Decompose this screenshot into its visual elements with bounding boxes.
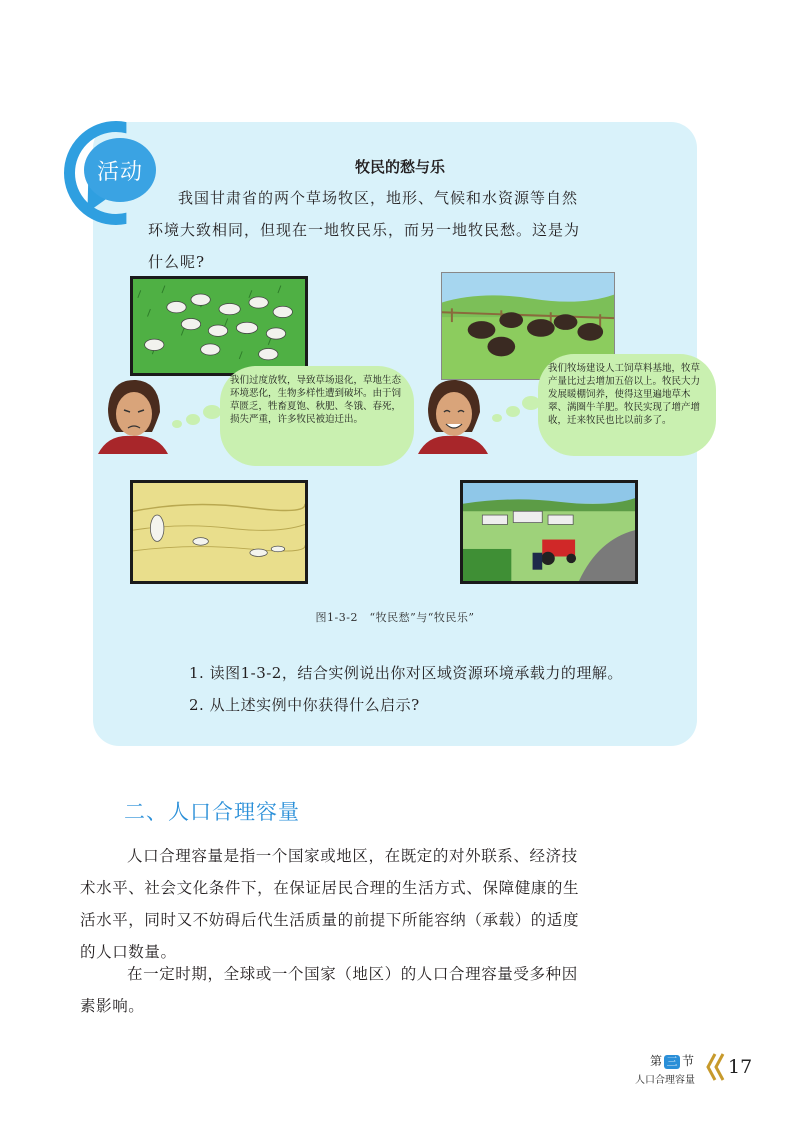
illustration-farm-tractor: [460, 480, 638, 584]
figure-caption: 图1-3-2 “牧民愁”与“牧民乐”: [315, 611, 475, 624]
herder-sad-face: [98, 374, 168, 454]
body-paragraph: 在一定时期，全球或一个国家（地区）的人口合理容量受多种因素影响。: [80, 965, 578, 1015]
footer-section-suffix: 节: [682, 1054, 695, 1068]
activity-badge: 活动: [84, 138, 156, 202]
question-2: 2. 从上述实例中你获得什么启示?: [189, 696, 420, 714]
illustration-sheep-grassland: [130, 276, 308, 376]
speech-bubble-happy: 我们牧场建设人工饲草料基地，牧草产量比过去增加五倍以上。牧民大力发展暖棚饲养，使得这里遍地草木翠、满圈牛羊肥。牧民实现了增产增收，迁来牧民也比以前多了。: [544, 360, 710, 450]
bubble-dot: [506, 406, 520, 417]
page-number: 17: [728, 1056, 753, 1078]
footer-chevron-icon: [705, 1052, 727, 1082]
bubble-dot: [203, 405, 221, 419]
bubble-dot: [186, 414, 200, 425]
bubble-dot: [522, 396, 540, 410]
activity-title: 牧民的愁与乐: [354, 158, 445, 176]
herder-happy-face: [418, 374, 488, 454]
speech-bubble-sad: 我们过度放牧，导致草场退化，草地生态环境恶化，生物多样性遭到破坏。由于饲草匮乏，牲畜夏饱、秋肥、冬饿、春死，损失严重，许多牧民被迫迁出。: [226, 372, 408, 460]
footer-section-name: 人口合理容量: [635, 1075, 695, 1086]
footer-section-num: 三: [664, 1055, 680, 1069]
section-heading: 二、人口合理容量: [124, 800, 300, 824]
body-paragraph: 人口合理容量是指一个国家或地区，在既定的对外联系、经济技术水平、社会文化条件下，在保证居民合理的生活方式、保障健康的生活水平，同时又不妨碍后代生活质量的前提下所能容纳（承载）的适度的人口数量。: [80, 847, 580, 961]
activity-intro: 我国甘肃省的两个草场牧区，地形、气候和水资源等自然环境大致相同，但现在一地牧民乐，而另一地牧民愁。这是为什么呢?: [148, 189, 581, 271]
question-1: 1. 读图1-3-2，结合实例说出你对区域资源环境承载力的理解。: [189, 664, 623, 682]
footer-section-prefix: 第: [650, 1054, 663, 1068]
footer-section-number: [650, 1052, 694, 1069]
illustration-desertified-land: [130, 480, 308, 584]
bubble-dot: [172, 420, 182, 428]
bubble-dot: [492, 414, 502, 422]
